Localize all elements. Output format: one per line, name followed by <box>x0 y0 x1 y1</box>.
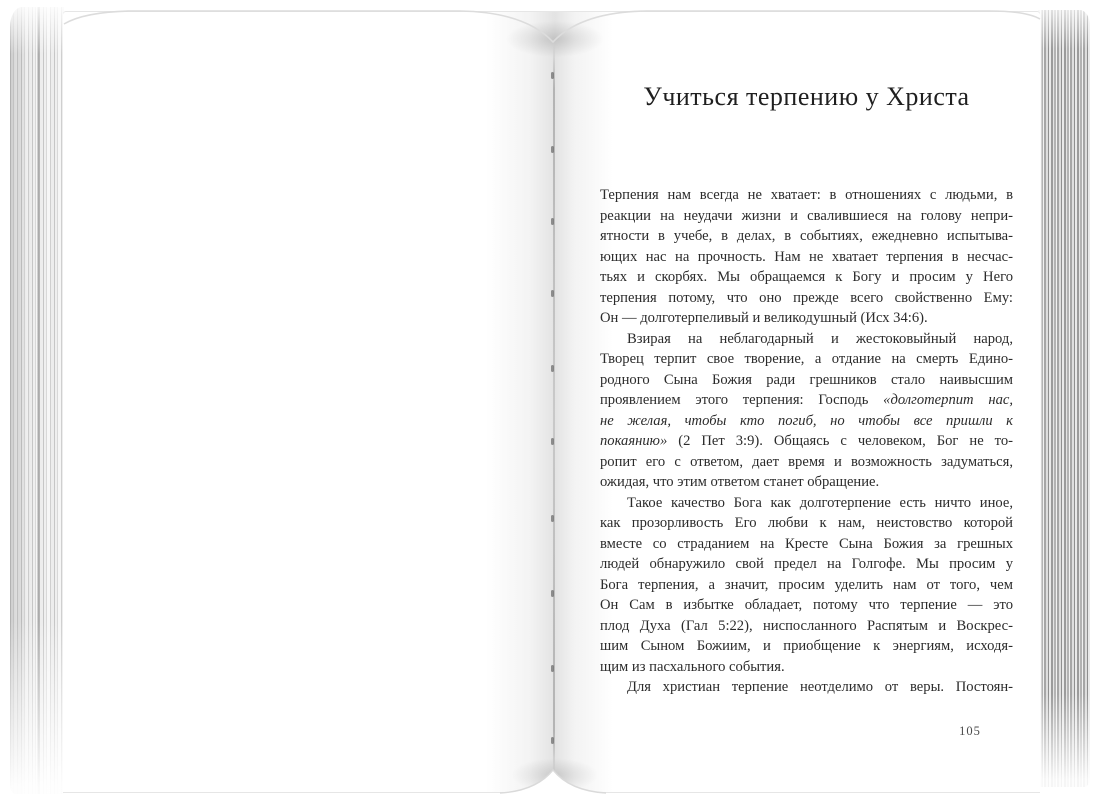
text-line: как прозорливость Его любви к нам, неистовство которой <box>600 515 1013 531</box>
text-line: ропит его с ответом, дает время и возможность задуматься, <box>600 453 1013 470</box>
text-line: ятности в учебе, в делах, в событиях, ежедневно испытыва- <box>600 228 1013 244</box>
paragraph <box>600 677 1013 698</box>
page-number: 105 <box>959 724 981 738</box>
text-line: вместе со страданием на Кресте Сына Божия за грешных <box>600 535 1013 552</box>
text-line: шим Сыном Божиим, и приобщение к энергиям, исходя- <box>600 638 1013 654</box>
body-text <box>600 185 1013 698</box>
text-line: терпения потому, что оно прежде всего свойственно Ему: <box>600 289 1013 306</box>
chapter-title: Учиться терпению у Христа <box>643 82 970 111</box>
text-line: ожидая, что этим ответом станет обращение. <box>600 474 880 490</box>
text-line: Такое качество Бога как долготерпение есть ничто иное, <box>627 494 1013 511</box>
text-line: тьях и скорбях. Мы обращаемся к Богу и просим у Него <box>600 269 1013 285</box>
text-line: щим из пасхального события. <box>600 658 785 675</box>
paragraph <box>600 493 1013 678</box>
text-line: не желая, чтобы кто погиб, но чтобы все пришли к <box>600 412 1013 429</box>
text-line: людей обнаружило свой предел на Голгофе. Мы просим у <box>600 556 1013 572</box>
paragraph <box>600 185 1013 329</box>
text-line: Он Сам в избытке обладает, потому что терпение — это <box>600 597 1013 613</box>
text-line: Творец терпит свое творение, а отдание на смерть Едино- <box>600 351 1013 367</box>
text-line: Он — долготерпеливый и великодушный (Исх 34:6). <box>600 310 928 326</box>
paragraph <box>600 329 1013 493</box>
text-line: реакции на неудачи жизни и свалившиеся на голову непри- <box>600 207 1013 224</box>
text-line: плод Духа (Гал 5:22), ниспосланного Распятым и Воскрес- <box>600 617 1013 634</box>
text-line: Для христиан терпение неотделимо от веры. Постоян- <box>627 679 1013 695</box>
text-line: ющих нас на прочность. Нам не хватает терпения в несчас- <box>600 248 1013 265</box>
text-line: Терпения нам всегда не хватает: в отношениях с людьми, в <box>600 187 1013 203</box>
text-line: покаянию» (2 Пет 3:9). Общаясь с человеком, Бог не то- <box>600 433 1013 449</box>
text-line: проявлением этого терпения: Господь «долготерпит нас, <box>600 392 1013 408</box>
text-line: родного Сына Божия ради грешников стало наивысшим <box>600 371 1013 388</box>
text-line: Взирая на неблагодарный и жестоковыйный народ, <box>627 330 1013 347</box>
text-line: Бога терпения, а значит, просим уделить нам от того, чем <box>600 576 1013 593</box>
